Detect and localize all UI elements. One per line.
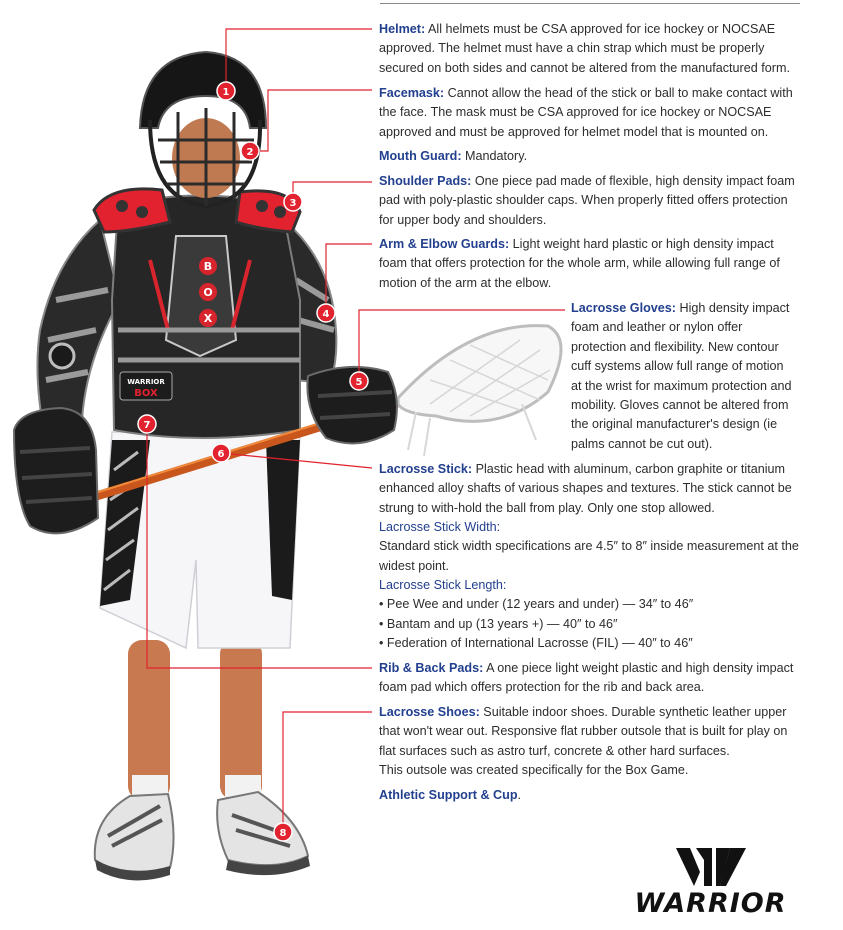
callout-7-number: 7 — [143, 420, 151, 431]
stick-length-block — [379, 576, 799, 654]
left-elbow-cap — [50, 344, 74, 368]
athletic-suffix: . — [517, 788, 522, 802]
shoulder-vent — [256, 200, 268, 212]
facemask-heading: Facemask: — [379, 86, 445, 100]
shoes-heading: Lacrosse Shoes: — [379, 705, 480, 719]
badge-box-text: BOX — [134, 388, 158, 399]
stick-width-text: Standard stick width specifications are 4.5″ to 8″ inside measurement at the widest point. — [379, 539, 799, 573]
arm-elbow-heading: Arm & Elbow Guards: — [379, 237, 510, 251]
athletic-description — [379, 786, 799, 805]
callout-1-number: 1 — [222, 87, 230, 98]
shoulder-vent — [274, 206, 286, 218]
rib-back-heading: Rib & Back Pads: — [379, 661, 484, 675]
mouth-guard-text: Mandatory. — [465, 149, 528, 163]
list-item: • Pee Wee and under (12 years and under) — 34″ to 46″ — [379, 595, 799, 614]
helmet-heading: Helmet: — [379, 22, 426, 36]
callout-5-number: 5 — [355, 377, 363, 388]
shoulder-vent — [116, 200, 128, 212]
shoulder-pads-description — [379, 172, 799, 230]
arm-elbow-description — [379, 235, 799, 293]
stick-width-heading: Lacrosse Stick Width: — [379, 520, 501, 534]
stick-text: Plastic head with aluminum, carbon graphite or titanium enhanced alloy shafts of various shapes and textures. The stick cannot be strung to with-hold the ball from play. Only one stop allowed. — [379, 462, 792, 515]
shoulder-pads-heading: Shoulder Pads: — [379, 174, 472, 188]
left-arm-guard — [37, 220, 120, 420]
gloves-description — [571, 299, 797, 454]
mouth-guard-description — [379, 147, 799, 166]
stick-heading: Lacrosse Stick: — [379, 462, 473, 476]
left-glove — [14, 408, 98, 533]
athletic-heading: Athletic Support & Cup — [379, 788, 518, 802]
shoes-text: Suitable indoor shoes. Durable synthetic leather upper that won't wear out. Responsive flat rubber outsole that is built for play on flat surfaces such as astro turf, concrete & other hard surfaces. — [379, 705, 788, 758]
facemask-text: Cannot allow the head of the stick or ball to make contact with the face. The mask must be CSA approved for ice hockey or NOCSAE approved and must be approved for helmet model that is mounted on. — [379, 86, 793, 139]
callout-2-number: 2 — [246, 147, 254, 158]
mouth-guard-heading: Mouth Guard: — [379, 149, 462, 163]
shoulder-pads-text: One piece pad made of flexible, high density impact foam pad with poly-plastic shoulder caps. When properly fitted offers protection for upper body and shoulders. — [379, 174, 795, 227]
shoes-description — [379, 703, 799, 781]
shoulder-vent — [136, 206, 148, 218]
badge-brand-text: WARRIOR — [127, 378, 165, 386]
arm-elbow-text: Light weight hard plastic or high density impact foam that offers protection for the whole arm, while allowing full range of motion of the arm at the elbow. — [379, 237, 780, 290]
helmet-shell — [140, 52, 266, 128]
callout-3-number: 3 — [289, 198, 297, 209]
stick-length-list — [379, 595, 799, 653]
facemask-description — [379, 84, 799, 142]
callout-4-number: 4 — [322, 309, 330, 320]
stick-width-block — [379, 518, 799, 576]
letter-b: B — [203, 260, 213, 273]
helmet-text: All helmets must be CSA approved for ice hockey or NOCSAE approved. The helmet must have a chin strap which must be properly secured on both sides and cannot be altered from the manufactured form. — [379, 22, 790, 75]
shoes-text-2: This outsole was created specifically for the Box Game. — [379, 763, 689, 778]
callout-6-number: 6 — [217, 449, 225, 460]
rib-back-text: A one piece light weight plastic and high density impact foam pad which offers protection for the rib and back area. — [379, 661, 794, 695]
rib-back-description — [379, 659, 799, 698]
letter-x: X — [203, 312, 213, 325]
gloves-text: High density impact foam and leather or nylon offer protection and flexibility. New contour cuff systems allow full range of motion at the wrist for maximum protection and mobility. Gloves cannot be altered from the original manufacturer's design (ie palms cannot be cut out). — [571, 301, 792, 451]
helmet-description — [379, 20, 799, 78]
left-shoulder-cap — [94, 189, 170, 232]
stick-length-heading: Lacrosse Stick Length: — [379, 578, 507, 592]
stick-description — [379, 460, 799, 518]
list-item: • Bantam and up (13 years +) — 40″ to 46″ — [379, 615, 799, 634]
gloves-heading: Lacrosse Gloves: — [571, 301, 676, 315]
warrior-logo-text: WARRIOR — [634, 888, 787, 919]
list-item: • Federation of International Lacrosse (FIL) — 40″ to 46″ — [379, 634, 799, 653]
letter-o: O — [203, 286, 213, 299]
callout-8-number: 8 — [279, 828, 287, 839]
right-shoe — [217, 792, 308, 865]
warrior-logo-mark — [676, 848, 746, 886]
